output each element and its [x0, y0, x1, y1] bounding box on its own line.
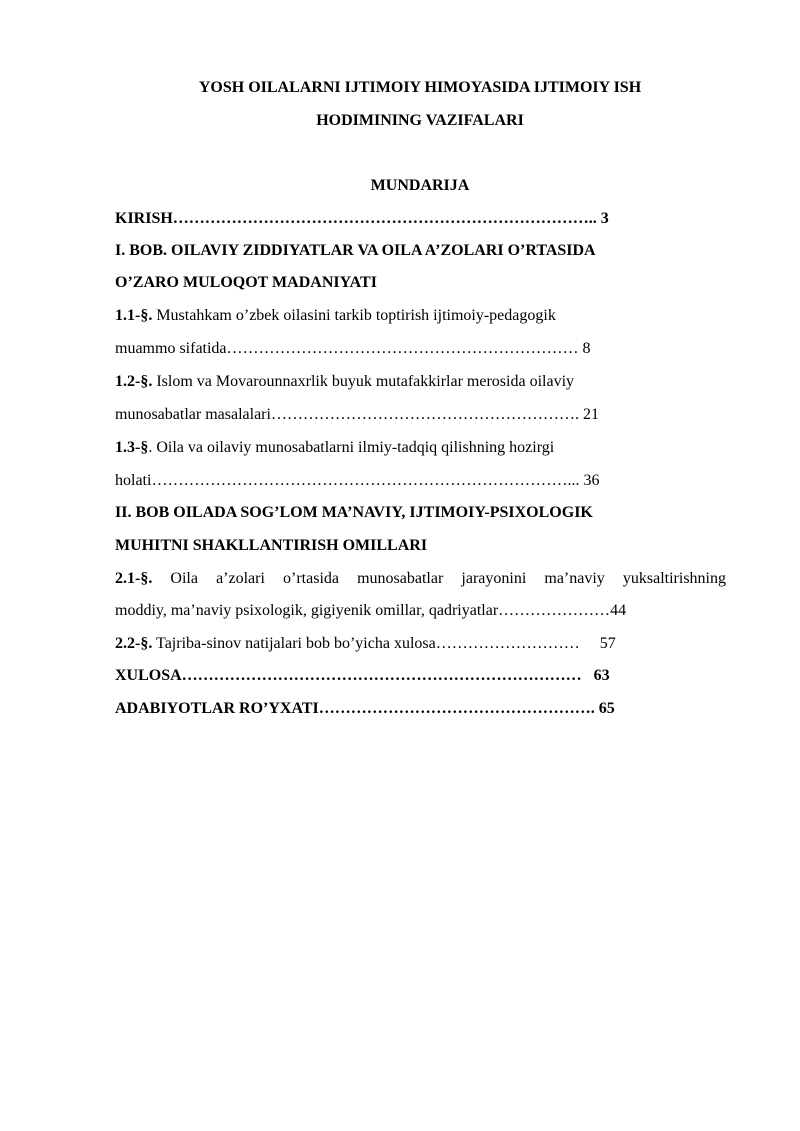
- section-number: 1.3-§: [115, 439, 149, 456]
- toc-chapter2-title-line1: II. BOB OILADA SOG’LOM MA’NAVIY, IJTIMOIY-PSIXOLOGIK: [115, 504, 593, 521]
- toc-section-2-1-line1: [115, 569, 726, 589]
- document-title-line2: HODIMINING VAZIFALARI: [316, 112, 524, 129]
- section-title: Islom va Movarounnaxrlik buyuk mutafakkirlar merosida oilaviy: [152, 373, 575, 390]
- toc-section-1-3-line1: [115, 438, 554, 458]
- toc-section-1-1-line2: muammo sifatida………………………………………………………… 8: [115, 340, 591, 357]
- toc-chapter1-title-line1: I. BOB. OILAVIY ZIDDIYATLAR VA OILA A’ZOLARI O’RTASIDA: [115, 242, 596, 259]
- section-number: 1.1-§.: [115, 307, 153, 324]
- section-title: . Oila va oilaviy munosabatlarni ilmiy-tadqiq qilishning hozirgi: [148, 439, 555, 456]
- toc-entry-xulosa: XULOSA………………………………………………………………… 63: [115, 667, 610, 684]
- section-number: 1.2-§.: [115, 373, 153, 390]
- section-title: Oila a’zolari o’rtasida munosabatlar jarayonini ma’naviy yuksaltirishning: [152, 570, 726, 587]
- toc-section-1-2-line1: [115, 372, 574, 392]
- section-number: 2.2-§.: [115, 635, 153, 652]
- toc-section-1-1-line1: [115, 306, 556, 326]
- toc-section-1-2-line2: munosabatlar masalalari…………………………………………………. 21: [115, 406, 599, 423]
- toc-chapter1-title-line2: O’ZARO MULOQOT MADANIYATI: [115, 274, 377, 291]
- toc-chapter2-title-line2: MUHITNI SHAKLLANTIRISH OMILLARI: [115, 537, 428, 554]
- document-title-line1: YOSH OILALARNI IJTIMOIY HIMOYASIDA IJTIMOIY ISH: [198, 79, 642, 96]
- toc-section-1-3-line2: holati……………………………………………………………………... 36: [115, 472, 600, 489]
- section-title: Tajriba-sinov natijalari bob bo’yicha xulosa……………………… 57: [152, 635, 616, 652]
- section-number: 2.1-§.: [115, 570, 153, 587]
- toc-heading: MUNDARIJA: [370, 177, 470, 194]
- toc-section-2-1-line2: moddiy, ma’naviy psixologik, gigiyenik omillar, qadriyatlar…………………44: [115, 602, 627, 619]
- toc-section-2-2: [115, 634, 616, 654]
- toc-entry-adabiyotlar: ADABIYOTLAR RO’YXATI……………………………………………. 65: [115, 700, 615, 717]
- section-title: Mustahkam o’zbek oilasini tarkib toptirish ijtimoiy-pedagogik: [152, 307, 556, 324]
- toc-entry-kirish: KIRISH…………………………………………………………………….. 3: [115, 210, 609, 227]
